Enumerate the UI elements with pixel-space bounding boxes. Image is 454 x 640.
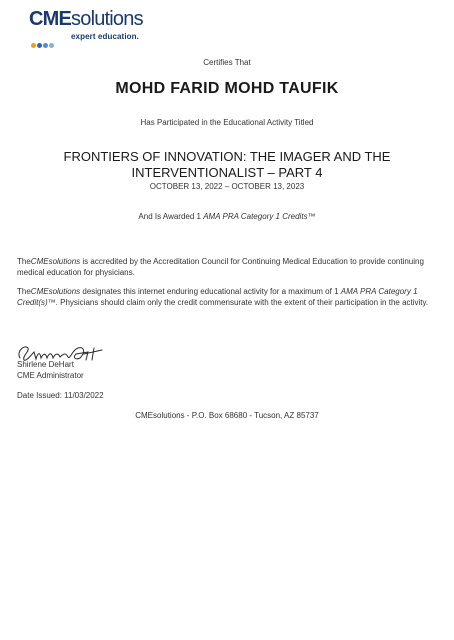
participation-statement: Has Participated in the Educational Activity Titled (140, 118, 314, 127)
logo-wordmark (29, 8, 143, 30)
activity-title-line1: FRONTIERS OF INNOVATION: THE IMAGER AND THE (63, 149, 391, 164)
logo-dot-blue (37, 43, 42, 48)
credit-award-prefix: And Is Awarded 1 (138, 212, 204, 221)
certifies-that: Certifies That (203, 58, 251, 67)
activity-title-line2: INTERVENTIONALIST – PART 4 (131, 165, 323, 180)
accreditation-p1-org: CMEsolutions (30, 257, 81, 266)
logo-prefix: CME (29, 8, 72, 30)
signer-role: CME Administrator (17, 371, 84, 380)
logo-dot-lightblue (43, 43, 48, 48)
accreditation-paragraph (17, 256, 437, 278)
designation-org: CMEsolutions (30, 287, 81, 296)
logo-dots (31, 35, 55, 53)
accreditation-p1-pre: The (17, 257, 31, 266)
date-issued: Date Issued: 11/03/2022 (17, 391, 104, 400)
recipient-name: MOHD FARID MOHD TAUFIK (115, 80, 339, 97)
accreditation-p1-rest: is accredited by the Accreditation Council for Continuing Medical Education to provide continuing medical education for physicians. (17, 257, 424, 277)
designation-credit: AMA PRA Category 1 Credit(s)™ (17, 287, 418, 307)
designation-mid: designates this internet enduring educational activity for a maximum of 1 (80, 287, 341, 296)
logo-dot-orange (31, 43, 36, 48)
credit-award (0, 212, 454, 221)
designation-rest: . Physicians should claim only the credit commensurate with the extent of their participation in the activity. (55, 298, 429, 307)
logo-dot-lightblue-2 (49, 43, 54, 48)
footer-address: CMEsolutions - P.O. Box 68680 - Tucson, AZ 85737 (135, 411, 319, 420)
signer-name: Shirlene DeHart (17, 360, 74, 369)
cme-solutions-logo (29, 8, 159, 44)
designation-pre: The (17, 287, 31, 296)
credit-award-type: AMA PRA Category 1 Credits™ (203, 212, 316, 221)
designation-paragraph (17, 286, 437, 308)
logo-suffix: solutions (71, 8, 143, 30)
activity-dates: OCTOBER 13, 2022 – OCTOBER 13, 2023 (149, 182, 305, 191)
activity-title (0, 149, 454, 181)
logo-tagline: expert education. (71, 32, 139, 41)
